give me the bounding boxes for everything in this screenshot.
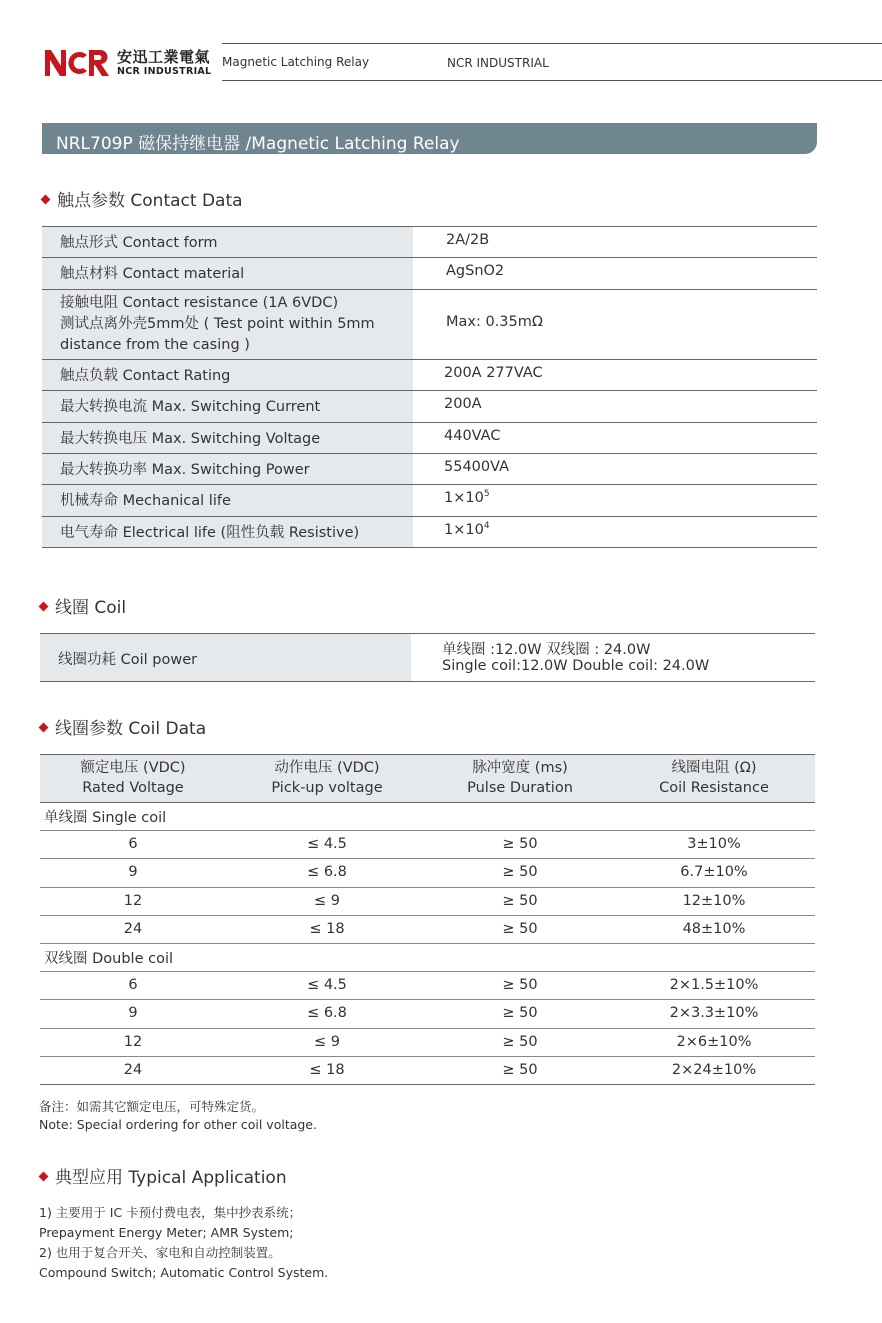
coil-power-label: 线圈功耗 Coil power [58, 652, 198, 668]
column-header-en: Rated Voltage [82, 780, 184, 796]
header-rule-bottom [222, 80, 882, 81]
coil-row-rule [40, 943, 815, 944]
table-cell: ≥ 50 [502, 836, 538, 853]
application-line: 2) 也用于复合开关、家电和自动控制装置。 [39, 1245, 281, 1260]
contact-label-line: 最大转换电压 Max. Switching Voltage [60, 430, 321, 447]
table-cell: ≤ 6.8 [307, 864, 347, 881]
contact-label-line: 最大转换功率 Max. Switching Power [60, 462, 310, 478]
table-cell: ≤ 9 [314, 892, 340, 909]
table-row [40, 858, 815, 886]
contact-label [60, 429, 320, 450]
table-cell: 48±10% [682, 920, 746, 937]
column-header-en: Coil Resistance [659, 780, 769, 796]
coil-data-table [40, 754, 815, 1085]
table-row [42, 484, 817, 515]
contact-section-heading [42, 186, 243, 211]
contact-label-line: 触点形式 Contact form [60, 235, 218, 251]
contact-value [444, 396, 482, 412]
table-cell: 12 [123, 892, 143, 909]
table-cell: 3±10% [687, 836, 741, 853]
coil-data-section-heading [40, 714, 206, 739]
coil-group-label: 单线圈 Single coil [44, 810, 167, 826]
contact-value-text: 2A/2B [446, 232, 490, 248]
coil-power-value-en: Single coil:12.0W Double coil: 24.0W [442, 658, 710, 674]
column-header [227, 758, 427, 798]
table-row [40, 971, 815, 999]
contact-value-text: 200A [444, 396, 482, 413]
table-cell: ≥ 50 [502, 892, 538, 909]
table-cell: ≤ 4.5 [307, 977, 347, 994]
table-cell: ≥ 50 [502, 864, 538, 881]
contact-label [60, 491, 231, 512]
table-row [40, 999, 815, 1027]
contact-value-text: 200A 277VAC [444, 364, 543, 381]
table-row [42, 359, 817, 390]
application-list [39, 1203, 328, 1283]
application-line: 1) 主要用于 IC 卡预付费电表，集中抄表系统； [39, 1205, 302, 1220]
bullet-diamond-icon [39, 723, 49, 733]
table-cell: 2×1.5±10% [669, 977, 759, 994]
table-cell: 6.7±10% [680, 864, 748, 881]
column-header-en: Pick-up voltage [271, 780, 383, 796]
contact-label-line: 触点材料 Contact material [60, 266, 245, 283]
contact-label [60, 366, 230, 387]
contact-label-line: 接触电阻 Contact resistance (1A 6VDC) [60, 294, 339, 311]
contact-value [444, 365, 543, 381]
coil-table-bottom-rule [40, 681, 815, 682]
column-header [33, 758, 233, 798]
column-header-cn: 线圈电阻 (Ω) [671, 760, 757, 776]
table-cell: ≥ 50 [502, 920, 538, 937]
logo-chinese-name: 安迅工業電氣 [117, 48, 211, 66]
application-heading-text: 典型应用 Typical Application [55, 1168, 287, 1188]
column-header [614, 758, 814, 798]
table-cell: 24 [123, 920, 143, 937]
table-row [42, 422, 817, 453]
contact-label-line: 机械寿命 Mechanical life [60, 493, 231, 510]
application-section-heading [40, 1163, 287, 1188]
table-cell: ≥ 50 [502, 1005, 538, 1022]
table-row [42, 257, 817, 288]
table-cell: 12 [123, 1033, 143, 1050]
contact-value [444, 428, 500, 444]
contact-label [60, 397, 320, 418]
table-row [42, 390, 817, 421]
contact-label [60, 293, 375, 356]
header-rule-top [222, 43, 882, 44]
table-cell: 6 [128, 977, 138, 994]
logo-english-name: NCR INDUSTRIAL [117, 66, 212, 77]
table-row [42, 453, 817, 484]
table-cell: 24 [123, 1061, 143, 1078]
header-company-name: NCR INDUSTRIAL [447, 56, 549, 70]
ncr-logo-icon [43, 48, 111, 78]
contact-value [444, 459, 509, 475]
table-cell: ≤ 4.5 [307, 836, 347, 853]
contact-value [446, 314, 543, 330]
coil-row-rule [40, 1084, 815, 1085]
table-cell: ≤ 9 [314, 1033, 340, 1050]
contact-label-line: 电气寿命 Electrical life (阻性负载 Resistive) [60, 524, 360, 541]
contact-label [60, 460, 310, 481]
contact-value-text: 55400VA [444, 459, 510, 475]
table-cell: ≥ 50 [502, 977, 538, 994]
coil-data-header-rule [40, 802, 815, 803]
contact-value-text: 1×10 [444, 490, 484, 507]
column-header-cn: 脉冲宽度 (ms) [472, 760, 568, 776]
contact-label [60, 264, 244, 285]
column-header [420, 758, 620, 798]
coil-data-heading-text: 线圈参数 Coil Data [55, 719, 207, 739]
table-cell: ≤ 18 [309, 920, 345, 937]
contact-row-rule [42, 547, 817, 548]
table-cell: 2×24±10% [671, 1061, 757, 1078]
coil-note-en: Note: Special ordering for other coil voltage. [39, 1117, 317, 1132]
contact-label [60, 523, 359, 544]
contact-value-text: 440VAC [444, 427, 501, 444]
coil-note-cn: 备注：如需其它额定电压，可特殊定货。 [39, 1099, 265, 1114]
table-row [40, 1028, 815, 1056]
contact-value-exponent: 4 [483, 520, 490, 531]
column-header-cn: 动作电压 (VDC) [274, 760, 380, 776]
table-cell: 9 [128, 864, 138, 881]
table-cell: 6 [128, 836, 138, 853]
contact-data-table [42, 226, 817, 551]
bullet-diamond-icon [39, 1172, 49, 1182]
table-cell: ≥ 50 [502, 1033, 538, 1050]
bullet-diamond-icon [39, 602, 49, 612]
table-cell: ≥ 50 [502, 1061, 538, 1078]
contact-label-line: 测试点离外壳5mm处 ( Test point within 5mm [60, 315, 375, 332]
page-title: NRL709P 磁保持继电器 /Magnetic Latching Relay [56, 134, 460, 154]
table-cell: ≤ 6.8 [307, 1005, 347, 1022]
table-cell: ≤ 18 [309, 1061, 345, 1078]
column-header-cn: 额定电压 (VDC) [80, 760, 186, 776]
table-cell: 9 [128, 1005, 138, 1022]
contact-value [446, 263, 504, 279]
table-cell: 12±10% [682, 892, 746, 909]
table-row [42, 289, 817, 359]
table-row [40, 1056, 815, 1084]
table-row [40, 915, 815, 943]
coil-power-value-cn: 单线圈 :12.0W 双线圈 : 24.0W [442, 642, 651, 658]
contact-label [60, 233, 217, 254]
header-product-name: Magnetic Latching Relay [222, 55, 370, 69]
coil-heading-text: 线圈 Coil [55, 598, 127, 618]
contact-value [444, 490, 490, 506]
contact-label-line: distance from the casing ) [60, 336, 250, 353]
contact-heading-text: 触点参数 Contact Data [57, 191, 243, 211]
bullet-diamond-icon [41, 195, 51, 205]
coil-group-label: 双线圈 Double coil [44, 951, 173, 967]
contact-value-text: 1×10 [444, 521, 484, 538]
contact-value [444, 522, 490, 538]
contact-label-line: 最大转换电流 Max. Switching Current [60, 399, 321, 416]
table-row [40, 887, 815, 915]
contact-label-line: 触点负载 Contact Rating [60, 367, 231, 384]
table-cell: 2×6±10% [676, 1033, 752, 1050]
table-row [42, 516, 817, 547]
contact-value-text: AgSnO2 [446, 263, 505, 280]
contact-value-text: Max: 0.35mΩ [446, 313, 543, 330]
table-cell: 2×3.3±10% [669, 1005, 759, 1022]
table-row [40, 830, 815, 858]
table-row [42, 226, 817, 257]
column-header-en: Pulse Duration [467, 780, 573, 796]
contact-value [446, 232, 489, 248]
application-line: Compound Switch; Automatic Control System. [39, 1265, 329, 1280]
application-line: Prepayment Energy Meter; AMR System; [39, 1225, 294, 1240]
contact-value-exponent: 5 [483, 489, 490, 500]
coil-section-heading [40, 593, 126, 618]
